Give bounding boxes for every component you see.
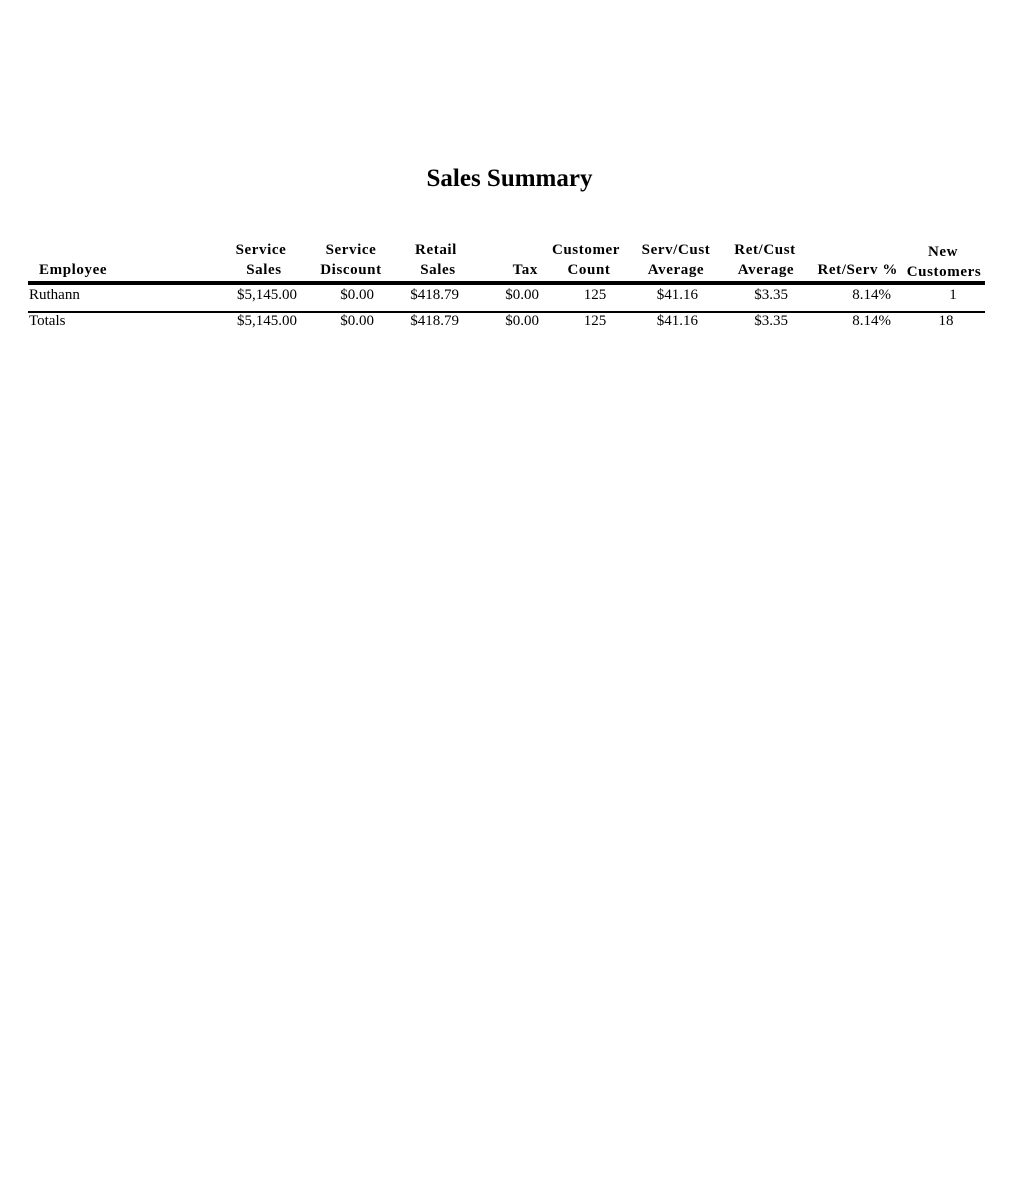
header-service-sales-line1: Service	[235, 242, 287, 258]
totals-ret-cust-average: $3.35	[754, 313, 788, 329]
header-ret-cust-average-line2: Average	[737, 262, 795, 278]
header-customer-count-line1: Customer	[551, 242, 621, 258]
header-employee: Employee	[39, 262, 108, 278]
cell-employee: Ruthann	[29, 287, 80, 303]
totals-service-discount: $0.00	[340, 313, 374, 329]
header-service-sales-line2: Sales	[246, 262, 282, 278]
header-serv-cust-average-line1: Serv/Cust	[641, 242, 711, 258]
cell-new-customers: 1	[949, 287, 957, 303]
totals-label: Totals	[29, 313, 66, 329]
totals-retail-sales: $418.79	[410, 313, 459, 329]
header-tax: Tax	[512, 262, 538, 278]
header-ret-cust-average-line1: Ret/Cust	[734, 242, 796, 258]
cell-serv-cust-average: $41.16	[656, 287, 698, 303]
cell-ret-cust-average: $3.35	[754, 287, 788, 303]
header-service-discount-line1: Service	[325, 242, 377, 258]
totals-serv-cust-average: $41.16	[656, 313, 698, 329]
totals-tax: $0.00	[505, 313, 539, 329]
totals-service-sales: $5,145.00	[237, 313, 297, 329]
header-new-customers-line1: New	[927, 244, 959, 260]
cell-service-sales: $5,145.00	[237, 287, 297, 303]
header-ret-serv-pct: Ret/Serv %	[817, 262, 898, 278]
report-title: Sales Summary	[426, 165, 593, 192]
cell-customer-count: 125	[583, 287, 607, 303]
totals-ret-serv-pct: 8.14%	[852, 313, 891, 329]
totals-new-customers: 18	[938, 313, 954, 329]
header-customer-count-line2: Count	[567, 262, 611, 278]
cell-ret-serv-pct: 8.14%	[852, 287, 891, 303]
header-retail-sales-line2: Sales	[420, 262, 456, 278]
cell-service-discount: $0.00	[340, 287, 374, 303]
header-new-customers-line2: Customers	[906, 264, 982, 280]
header-service-discount-line2: Discount	[320, 262, 382, 278]
header-serv-cust-average-line2: Average	[647, 262, 705, 278]
cell-tax: $0.00	[505, 287, 539, 303]
header-retail-sales-line1: Retail	[415, 242, 457, 258]
totals-customer-count: 125	[583, 313, 607, 329]
cell-retail-sales: $418.79	[410, 287, 459, 303]
